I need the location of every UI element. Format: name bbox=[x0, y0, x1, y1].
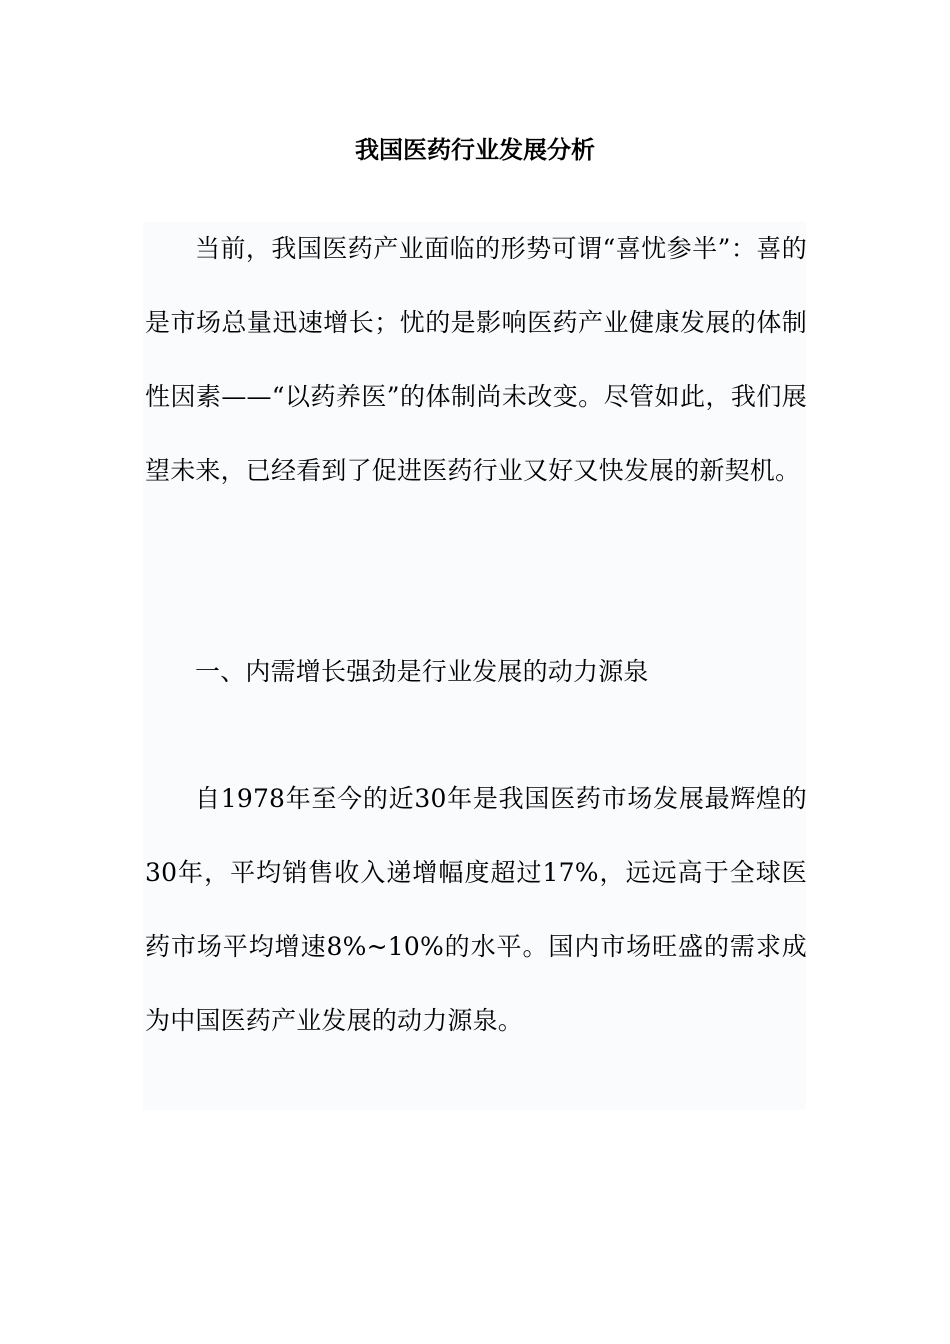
intro-paragraph: 当前，我国医药产业面临的形势可谓“喜忧参半”：喜的是市场总量迅速增长；忧的是影响医药产业健康发展的体制性因素——“以药养医”的体制尚未改变。尽管如此，我们展望未来，已经看到了促进医药行业又好又快发展的新契机。 bbox=[145, 234, 807, 485]
document-title: 我国医药行业发展分析 bbox=[355, 135, 595, 164]
market-paragraph: 自1978年至今的近30年是我国医药市场发展最辉煌的30年，平均销售收入递增幅度超过17%，远远高于全球医药市场平均增速8%~10%的水平。国内市场旺盛的需求成为中国医药产业发展的动力源泉。 bbox=[145, 784, 807, 1035]
section-heading: 一、内需增长强劲是行业发展的动力源泉 bbox=[195, 657, 649, 686]
